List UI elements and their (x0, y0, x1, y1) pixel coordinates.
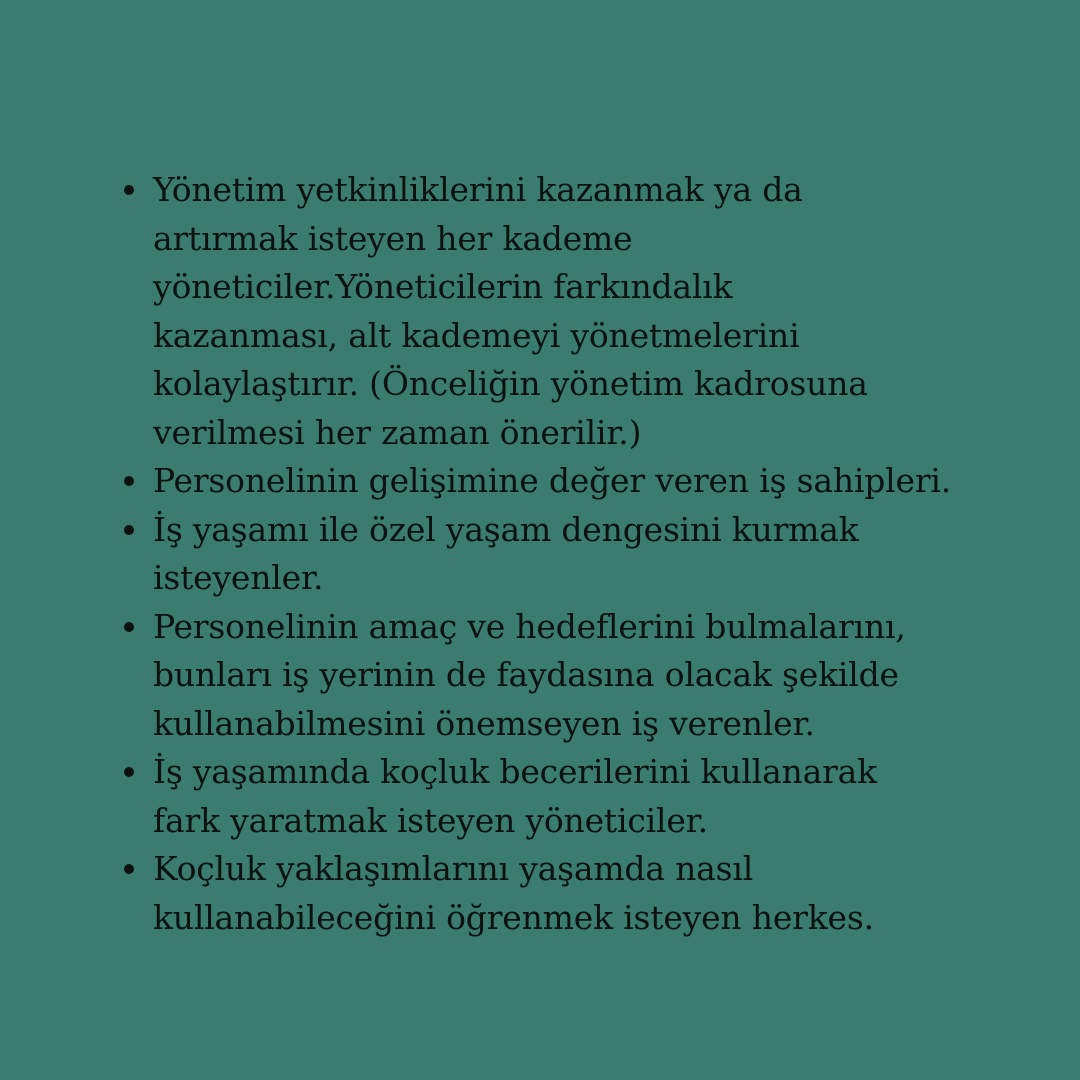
bullet-text-line: kolaylaştırır. (Önceliğin yönetim kadrosuna (153, 364, 868, 403)
bullet-item (124, 603, 1004, 749)
bullet-text-line: bunları iş yerinin de faydasına olacak şekilde (153, 655, 899, 694)
bullet-text-line: İş yaşamında koçluk becerilerini kullanarak (153, 752, 877, 791)
bullet-item (124, 748, 1004, 845)
bullet-text-line: kullanabilmesini önemseyen iş verenler. (153, 703, 815, 743)
bullet-item (124, 457, 1004, 506)
bullet-text-line: fark yaratmak isteyen yöneticiler. (153, 800, 708, 840)
bullet-item (124, 166, 1004, 457)
bullet-text-line: verilmesi her zaman önerilir.) (153, 412, 642, 452)
bullet-dot-icon (124, 622, 134, 632)
bullet-text-line: Personelinin amaç ve hedeflerini bulmalarını, (153, 606, 906, 646)
bullet-text-line: yöneticiler.Yöneticilerin farkındalık (153, 267, 733, 306)
bullet-text-line: Personelinin gelişimine değer veren iş sahipleri. (153, 461, 952, 500)
bullet-dot-icon (124, 525, 134, 535)
bullet-text-line: Koçluk yaklaşımlarını yaşamda nasıl (153, 849, 754, 888)
bullet-item (124, 845, 1004, 942)
bullet-dot-icon (124, 864, 134, 874)
bullet-text-line: artırmak isteyen her kademe (153, 218, 633, 258)
bullet-item (124, 506, 1004, 603)
bullet-text-line: isteyenler. (153, 558, 324, 597)
bullet-text-line: kazanması, alt kademeyi yönetmelerini (153, 315, 800, 355)
bullet-text-line: Yönetim yetkinliklerini kazanmak ya da (153, 170, 803, 209)
bullet-text-line: kullanabileceğini öğrenmek isteyen herkes. (153, 897, 874, 937)
audience-bullet-list (124, 166, 1004, 942)
bullet-dot-icon (124, 476, 134, 486)
bullet-text-line: İş yaşamı ile özel yaşam dengesini kurmak (153, 509, 859, 549)
bullet-dot-icon (124, 185, 134, 195)
bullet-dot-icon (124, 767, 134, 777)
